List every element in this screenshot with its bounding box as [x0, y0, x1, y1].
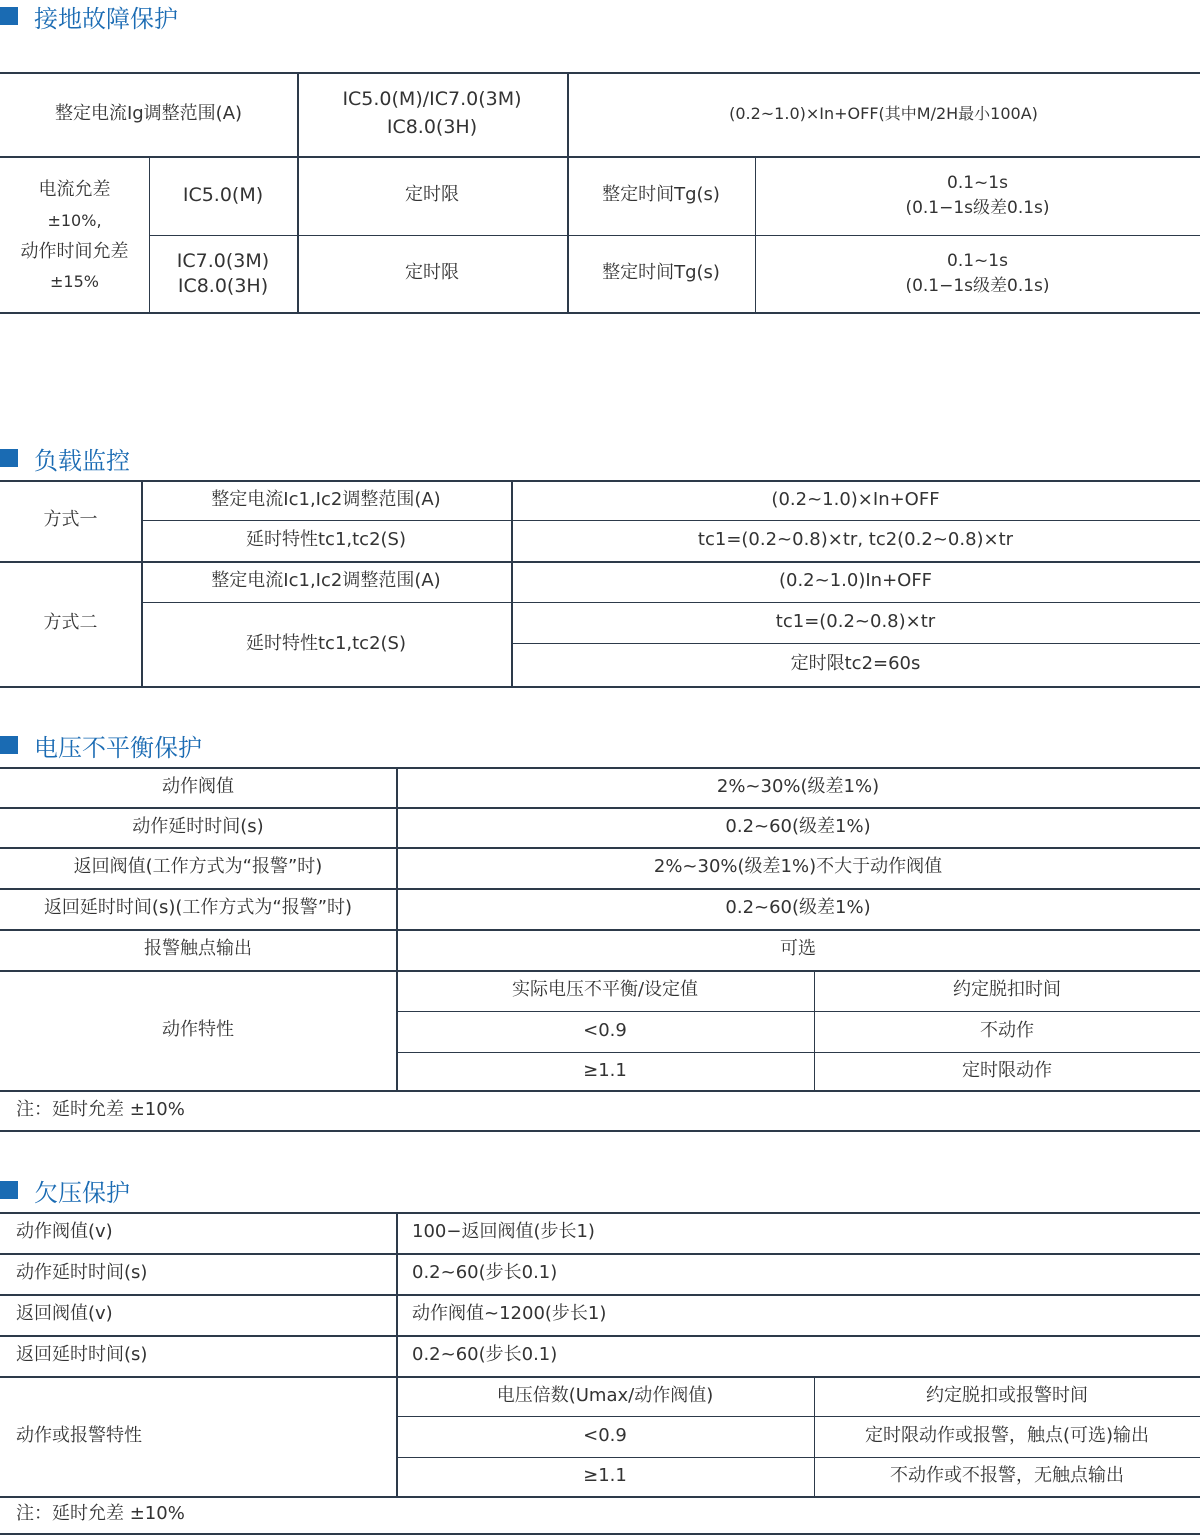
section-title-ground-fault: [0, 0, 178, 32]
undervoltage-value: 0.2~60(步长0.1): [412, 1262, 558, 1284]
undervoltage-key: 返回阀值(v): [16, 1303, 113, 1325]
undervoltage-value: 0.2~60(步长0.1): [412, 1344, 558, 1366]
undervoltage-note: 注：延时允差 ±10%: [16, 1503, 185, 1525]
char-header: 实际电压不平衡/设定值: [511, 979, 699, 1001]
value-cell: (0.2~1.0)×In+OFF: [771, 488, 940, 510]
section-title-text: 负载监控: [34, 446, 130, 475]
mode-two-label: 方式二: [43, 612, 98, 634]
param-cell: 整定电流Ic1,Ic2调整范围(A): [211, 570, 441, 592]
value-cell: tc1=(0.2~0.8)×tr: [775, 611, 936, 633]
char-cell: 不动作或不报警，无触点输出: [890, 1465, 1124, 1487]
section-title-voltage-unbalance: [0, 729, 202, 761]
square-bullet-icon: [0, 1181, 18, 1199]
unbalance-value: 可选: [780, 938, 816, 960]
value-cell: [755, 156, 1200, 235]
model-line: IC7.0(3M): [176, 249, 270, 272]
model-cell: [149, 235, 297, 312]
model-line: IC8.0(3H): [386, 116, 478, 138]
value-cell: tc1=(0.2~0.8)×tr, tc2(0.2~0.8)×tr: [697, 529, 1014, 551]
unbalance-note: 注：延时允差 ±10%: [16, 1098, 185, 1120]
char-cell: 定时限动作或报警，触点(可选)输出: [864, 1425, 1150, 1447]
undervoltage-key: 动作延时时间(s): [16, 1262, 148, 1284]
table-border: [0, 1533, 1200, 1535]
square-bullet-icon: [0, 7, 18, 25]
char-header: 约定脱扣或报警时间: [926, 1384, 1088, 1406]
square-bullet-icon: [0, 736, 18, 754]
undervoltage-value: 动作阀值~1200(步长1): [412, 1303, 607, 1325]
ground-range-value: (0.2~1.0)×In+OFF(其中M/2H最小100A): [729, 104, 1038, 124]
param-cell: 延时特性tc1,tc2(S): [245, 529, 406, 551]
char-cell: <0.9: [583, 1425, 627, 1447]
param-cell: 整定电流Ic1,Ic2调整范围(A): [211, 488, 441, 510]
ground-range-models: [297, 72, 567, 156]
tolerance-cell: [0, 168, 149, 303]
unbalance-key: 报警触点输出: [144, 938, 252, 960]
value-cell: (0.2~1.0)In+OFF: [778, 570, 933, 592]
param-cell: 延时特性tc1,tc2(S): [245, 632, 406, 654]
model-line: IC5.0(M)/IC7.0(3M): [342, 88, 522, 111]
undervoltage-value: 100−返回阀值(步长1): [412, 1221, 595, 1243]
char-cell: ≥1.1: [583, 1465, 627, 1487]
unbalance-char-key: 动作特性: [162, 1018, 234, 1040]
value-cell: [755, 235, 1200, 312]
value-line: 0.1~1s: [947, 172, 1008, 193]
char-cell: <0.9: [583, 1020, 627, 1042]
undervoltage-char-key: 动作或报警特性: [16, 1424, 142, 1446]
unbalance-value: 0.2~60(级差1%): [725, 897, 871, 919]
value-line: (0.1−1s级差0.1s): [905, 197, 1050, 218]
section-title-text: 电压不平衡保护: [34, 733, 202, 762]
section-title-text: 欠压保护: [34, 1178, 130, 1207]
tolerance-line: 电流允差: [38, 179, 111, 201]
char-header: 约定脱扣时间: [953, 979, 1061, 1001]
unbalance-value: 2%~30%(级差1%): [716, 775, 880, 797]
value-line: 0.1~1s: [947, 250, 1008, 271]
type-cell: 定时限: [405, 184, 459, 206]
model-line: IC8.0(3H): [177, 274, 269, 297]
unbalance-key: 动作延时时间(s): [132, 815, 264, 837]
table-border: [0, 1130, 1200, 1132]
unbalance-key: 返回延时时间(s)(工作方式为“报警”时): [43, 897, 353, 919]
mode-one-label: 方式一: [43, 509, 98, 531]
value-cell: 定时限tc2=60s: [790, 653, 921, 675]
unbalance-key: 动作阀值: [162, 775, 234, 797]
unbalance-value: 0.2~60(级差1%): [725, 815, 871, 837]
type-cell: 定时限: [405, 262, 459, 284]
param-cell: 整定时间Tg(s): [602, 262, 720, 284]
table-border: [0, 686, 1200, 688]
tolerance-line: ±10%,: [47, 210, 102, 230]
unbalance-key: 返回阀值(工作方式为“报警”时): [73, 856, 323, 878]
undervoltage-key: 返回延时时间(s): [16, 1344, 148, 1366]
param-cell: 整定时间Tg(s): [602, 184, 720, 206]
unbalance-value: 2%~30%(级差1%)不大于动作阀值: [653, 856, 943, 878]
ground-range-label: 整定电流Ig调整范围(A): [54, 102, 243, 124]
square-bullet-icon: [0, 449, 18, 467]
value-line: (0.1−1s级差0.1s): [905, 275, 1050, 296]
undervoltage-key: 动作阀值(v): [16, 1221, 113, 1243]
tolerance-line: ±15%: [50, 271, 99, 291]
tolerance-line: 动作时间允差: [20, 240, 129, 262]
char-cell: 定时限动作: [962, 1059, 1052, 1081]
section-title-load-monitor: [0, 442, 130, 474]
char-cell: ≥1.1: [583, 1059, 627, 1081]
table-border: [0, 312, 1200, 314]
section-title-text: 接地故障保护: [34, 4, 178, 33]
char-cell: 不动作: [980, 1020, 1034, 1042]
char-header: 电压倍数(Umax/动作阀值): [496, 1384, 714, 1406]
section-title-undervoltage: [0, 1174, 130, 1206]
model-cell: IC5.0(M): [182, 183, 264, 206]
